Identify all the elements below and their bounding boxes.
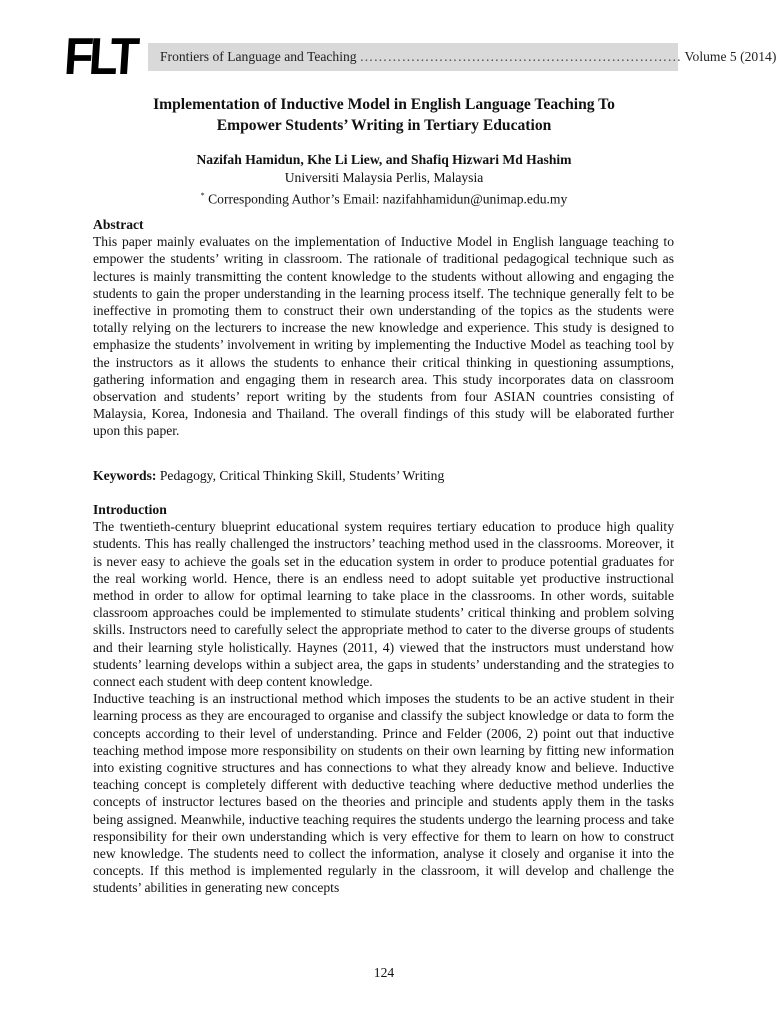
author-email-line	[60, 187, 708, 209]
author-block	[60, 151, 708, 209]
author-email: Corresponding Author’s Email: nazifahhamidun@unimap.edu.my	[208, 191, 568, 207]
introduction-paragraph-2: Inductive teaching is an instructional method which imposes the students to be an active student in their learning process as they are encouraged to organise and classify the subject knowledge or data to form the concepts according to their level of understanding. Prince and Felder (2006, 2) point out that inductive teaching method impose more responsibility on students on their own learning by fitting new information into existing cognitive structures and has connections to what they already know and believe. Inductive teaching concept is completely different with deductive teaching where deductive method underlies the concepts of instructor lectures based on the theories and principle and students apply them in the tasks being assigned. Meanwhile, inductive teaching requires the students undergo the learning process and take responsibility for their own understanding which is very effective for them to learn on how to construct new knowledge. The students need to collect the information, analyse it closely and organise it into the concepts. If this method is implemented regularly in the classroom, it will develop and challenge the students’ abilities in generating new concepts	[93, 691, 674, 896]
abstract-section	[93, 216, 674, 440]
volume-info: Volume 5 (2014)	[684, 49, 776, 64]
leader-dots: ……………………………………………………………	[359, 49, 682, 64]
author-names: Nazifah Hamidun, Khe Li Liew, and Shafiq Hizwari Md Hashim	[196, 152, 572, 167]
page-number: 124	[373, 965, 395, 980]
keywords-label: Keywords:	[93, 468, 157, 483]
abstract-heading: Abstract	[93, 217, 144, 232]
paper-title	[60, 94, 708, 136]
paper-title-line-2: Empower Students’ Writing in Tertiary Education	[216, 117, 552, 134]
introduction-section	[93, 501, 674, 897]
abstract-text: This paper mainly evaluates on the implementation of Inductive Model in English language teaching to empower the students’ writing in classroom. The rationale of traditional pedagogical technique such as lectures is mainly transmitting the content knowledge to the students without allowing and engaging the students to gain the proper understanding in the learning process itself. The technique generally felt to be ineffective in promoting them to construct their own understanding of the topics as the students were totally relying on the lecturers to increase the new knowledge and experience. This study is designed to emphasize the students’ involvement in writing by implementing the Inductive Model as teaching tool by the instructors as it allows the students to enhance their critical thinking in questioning assumptions, gathering information and engaging them in research area. This study incorporates data on classroom observation and students’ report writing by the students from four ASIAN countries consisting of Malaysia, Korea, Indonesia and Thailand. The overall findings of this study will be elaborated further upon this paper.	[93, 234, 674, 439]
introduction-heading: Introduction	[93, 502, 167, 517]
paper-title-line-1: Implementation of Inductive Model in English Language Teaching To	[153, 96, 615, 113]
introduction-paragraph-1: The twentieth-century blueprint educational system requires tertiary education to produce high quality students. This has really challenged the instructors’ teaching method used in the classrooms. Moreover, it is never easy to achieve the goals set in the education system in order to produce potential graduates for the real working world. Hence, there is an endless need to adopt suitable yet productive instructional method in order to allow for optimal learning to take place in the classrooms. In other words, suitable classroom approaches could be implemented to stimulate students’ critical thinking and problem solving skills. Instructors need to carefully select the appropriate method to cater to the diverse groups of students and their learning style holistically. Haynes (2011, 4) viewed that the instructors must understand how students’ learning develops within a subject area, the gaps in students’ understanding and the strategies to connect each student with deep content knowledge.	[93, 519, 674, 690]
running-header-bar	[148, 43, 776, 71]
corresponding-marker: *	[200, 191, 205, 200]
author-affiliation: Universiti Malaysia Perlis, Malaysia	[284, 170, 484, 185]
keywords-text: Pedagogy, Critical Thinking Skill, Students’ Writing	[159, 468, 445, 483]
journal-name: Frontiers of Language and Teaching	[160, 49, 357, 64]
journal-header	[62, 28, 776, 86]
journal-logo: FLT	[62, 28, 137, 86]
keywords-section	[93, 467, 674, 484]
